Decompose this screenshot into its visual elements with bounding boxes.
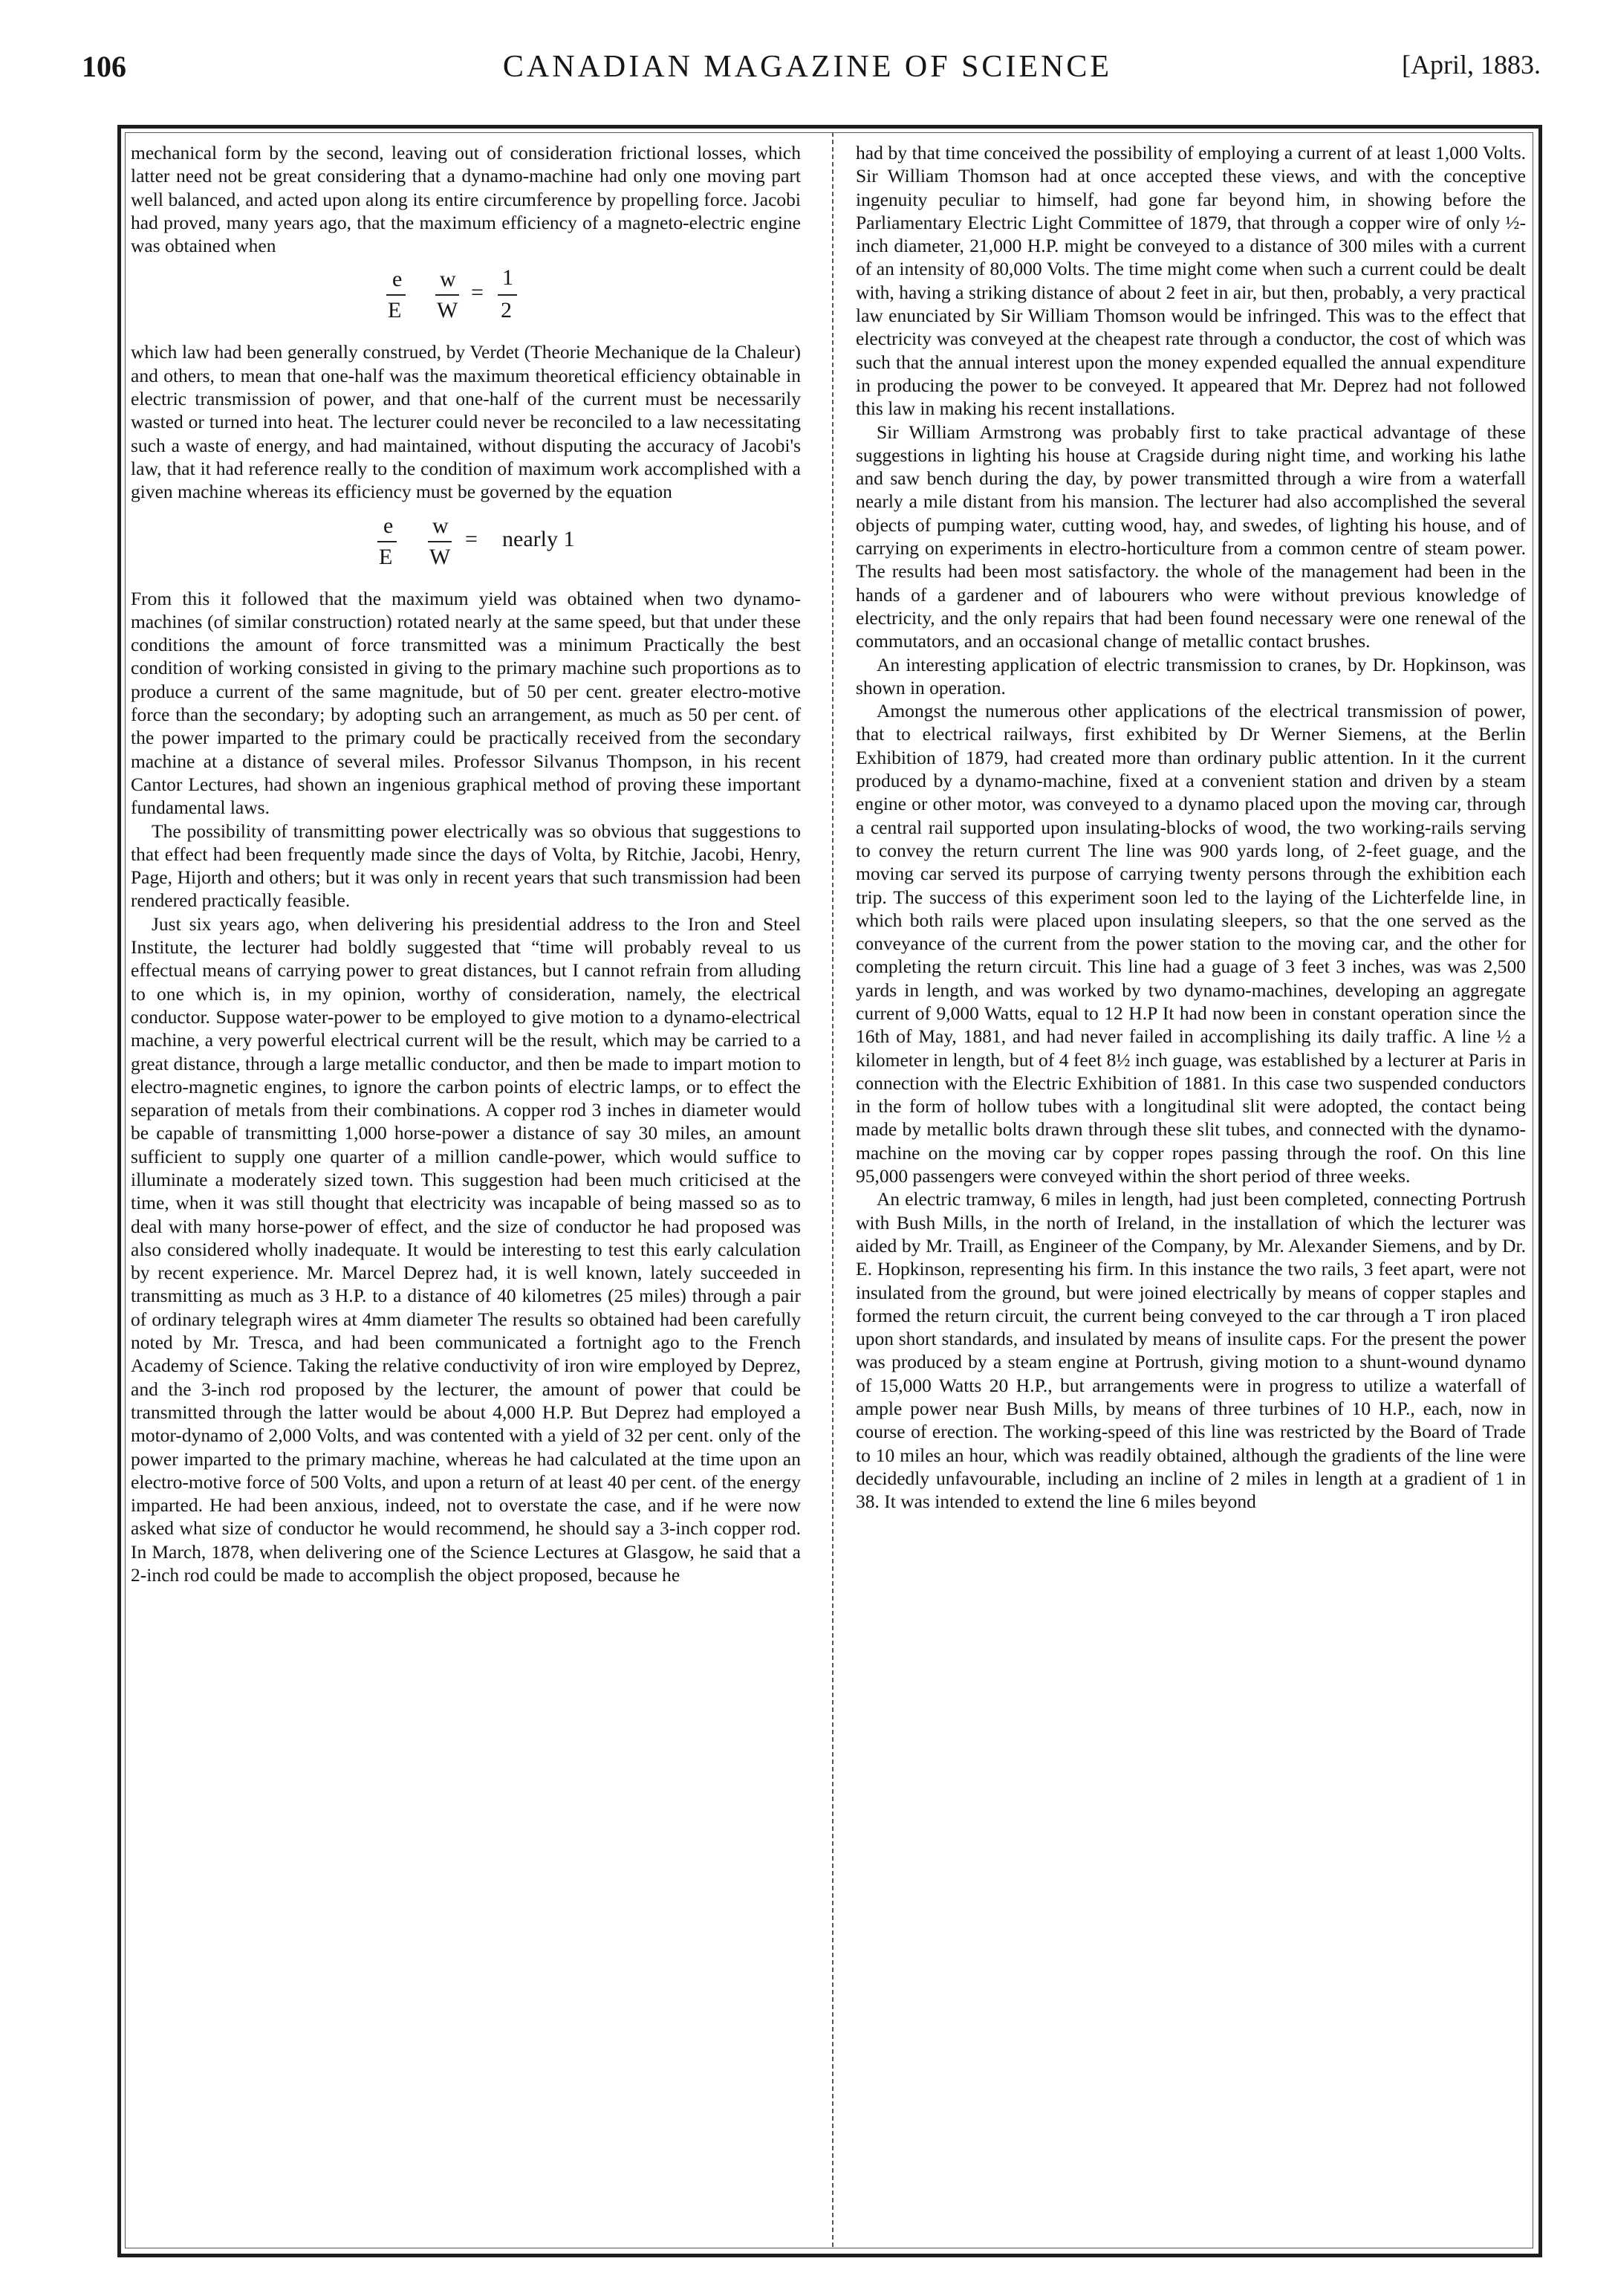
- eq-symbol: nearly 1: [502, 526, 575, 551]
- paragraph: The possibility of transmitting power electrically was so obvious that suggestions to that effect had been frequently made since the days of Volta, by Ritchie, Jacobi, Henry, Page, Hijorth and others; but it was only in recent years that such transmission had been rendered practically feasible.: [131, 820, 801, 912]
- eq-symbol: w: [432, 513, 449, 538]
- paragraph: An interesting application of electric transmission to cranes, by Dr. Hopkinson, was shown in operation.: [856, 653, 1526, 698]
- paragraph: Sir William Armstrong was probably first to take practical advantage of these suggestions in lighting his house at Cragside during night time, and working his lathe and saw bench during the day, by power transmitted through a wire from a waterfall nearly a mile distant from his mansion. The lecturer had also accomplished the several objects of pumping water, cutting wood, hay, and swedes, of lighting his house, and of carrying on experiments in electro-horticulture from a common centre of steam power. The results had been most satisfactory. the whole of the management had been in the hands of a gardener and of labourers who were without previous knowledge of electricity, and the only repairs that had been found necessary were one renewal of the commutators, and an occasional change of metallic contact brushes.: [856, 421, 1526, 652]
- fraction-bar: [428, 541, 452, 542]
- equation-efficiency: [131, 504, 801, 587]
- column-divider: [832, 132, 834, 2247]
- running-title: CANADIAN MAGAZINE OF SCIENCE: [502, 50, 1113, 84]
- eq-symbol: E: [388, 298, 402, 323]
- eq-symbol: 1: [502, 265, 513, 291]
- equation-jacobi-law: [131, 257, 801, 340]
- paragraph: An electric tramway, 6 miles in length, had just been completed, connecting Portrush with Bush Mills, in the north of Ireland, in the installation of which the lecturer was aided by Mr. Traill, as Engineer of the Company, by Mr. Alexander Siemens, and by Dr. E. Hopkinson, representing his firm. In this instance the two rails, 3 feet apart, were not insulated from the ground, but were joined electrically by means of copper staples and formed the return circuit, the current being conveyed to the car through a T iron placed upon short standards, and insulated by means of insulite caps. For the present the power was produced by a steam engine at Portrush, giving motion to a shunt-wound dynamo of 15,000 Watts 20 H.P., but arrangements were in progress to utilize a waterfall of ample power near Bush Mills, by means of three turbines of 10 H.P., each, now in course of erection. The working-speed of this line was restricted by the Board of Trade to 10 miles an hour, which was readily obtained, although the gradients of the line were decidedly unfavourable, including an incline of 2 miles in length at a gradient of 1 in 38. It was intended to extend the line 6 miles beyond: [856, 1188, 1526, 1513]
- paragraph: Amongst the numerous other applications of the electrical transmission of power, that to electrical railways, first exhibited by Dr Werner Siemens, at the Berlin Exhibition of 1879, had created more than ordinary public attention. In it the current produced by a dynamo-machine, fixed at a convenient station and driven by a steam engine or other motor, was conveyed to a dynamo placed upon the moving car, through a central rail supported upon insulating-blocks of wood, the two working-rails serving to convey the return current The line was 900 yards long, of 2-feet guage, and the moving car served its purpose of carrying twenty persons through the exhibition each trip. The success of this experiment soon led to the laying of the Lichterfelde line, in which both rails were placed upon insulating sleepers, so that the one served as the conveyance of the current from the power station to the moving car, and the other for completing the return circuit. This line had a guage of 3 feet 3 inches, was was 2,500 yards in length, and was worked by two dynamo-machines, developing an aggregate current of 9,000 Watts, equal to 12 H.P It had now been in constant operation since the 16th of May, 1881, and had never failed in accomplishing its daily traffic. A line ½ a kilometer in length, but of 4 feet 8½ inch guage, was established by a lecturer at Paris in connection with the Electric Exhibition of 1881. In this case two suspended conductors in the form of hollow tubes with a longitudinal slit were adopted, the contact being made by metallic bolts drawn through these slit tubes, and connected with the dynamo-machine on the moving car by copper ropes passing through the roof. On this line 95,000 passengers were conveyed within the short period of three weeks.: [856, 700, 1526, 1187]
- eq-symbol: =: [465, 526, 478, 551]
- eq-symbol: =: [471, 280, 484, 305]
- paragraph: had by that time conceived the possibility of employing a current of at least 1,000 Volts. Sir William Thomson had at once accepted these views, and with the conceptive ingenuity peculiar to himself, had gone far beyond him, in showing before the Parliamentary Electric Light Committee of 1879, that through a copper wire of only ½-inch diameter, 21,000 H.P. might be conveyed to a distance of 300 miles with a current of an intensity of 80,000 Volts. The time might come when such a current could be dealt with, having a striking distance of about 2 feet in air, but then, probably, a very practical law enunciated by Sir William Thomson would be infringed. This was to the effect that electricity was conveyed at the cheapest rate through a conductor, the cost of which was such that the annual interest upon the money expended equalled the annual expenditure in producing the power to be conveyed. It appeared that Mr. Deprez had not followed this law in making his recent installations.: [856, 142, 1526, 420]
- fraction-bar: [377, 541, 397, 542]
- page-number: 106: [82, 50, 126, 83]
- paragraph: mechanical form by the second, leaving out of consideration frictional losses, which latter need not be great considering that a dynamo-machine had only one moving part well balanced, and acted upon along its entire circumference by propelling force. Jacobi had proved, many years ago, that the maximum efficiency of a magneto-electric engine was obtained when: [131, 142, 801, 257]
- left-column: [131, 141, 801, 1586]
- fraction-bar: [435, 294, 459, 296]
- eq-symbol: W: [437, 298, 458, 323]
- fraction-bar: [386, 294, 406, 296]
- paragraph: which law had been generally construed, by Verdet (Theorie Mechanique de la Chaleur) and others, to mean that one-half was the maximum theoretical efficiency obtainable in electric transmission of power, and that one-half of the current must be necessarily wasted or turned into heat. The lecturer could never be reconciled to a law necessitating such a waste of energy, and had maintained, without disputing the accuracy of Jacobi's law, that it had reference really to the condition of maximum work accomplished with a given machine whereas its efficiency must be governed by the equation: [131, 341, 801, 503]
- eq-symbol: 2: [501, 298, 512, 323]
- paragraph: From this it followed that the maximum yield was obtained when two dynamo-machines (of similar construction) rotated nearly at the same speed, but that under these conditions the amount of force transmitted was a minimum Practically the best condition of working consisted in giving to the primary machine such proportions as to produce a current of the same magnitude, but of 50 per cent. greater electro-motive force than the secondary; by adopting such an arrangement, as much as 50 per cent. of the power imparted to the primary could be practically received from the secondary machine at a distance of several miles. Professor Silvanus Thompson, in his recent Cantor Lectures, had shown an ingenious graphical method of proving these important fundamental laws.: [131, 587, 801, 819]
- eq-symbol: e: [383, 513, 394, 538]
- issue-date: [April, 1883.: [1402, 50, 1541, 80]
- eq-symbol: e: [392, 267, 403, 292]
- eq-symbol: E: [379, 544, 393, 569]
- eq-symbol: W: [429, 544, 451, 569]
- eq-symbol: w: [440, 267, 456, 292]
- paragraph: Just six years ago, when delivering his presidential address to the Iron and Steel Institute, the lecturer had boldly suggested that “time will probably reveal to us effectual means of carrying power to great distances, but I cannot refrain from alluding to one which is, in my opinion, worthy of consideration, namely, the electrical conductor. Suppose water-power to be employed to give motion to a dynamo-electrical machine, a very powerful electrical current will be the result, which may be carried to a great distance, through a large metallic conductor, and then be made to impart motion to electro-magnetic engines, to ignore the carbon points of electric lamps, or to effect the separation of metals from their combinations. A copper rod 3 inches in diameter would be capable of transmitting 1,000 horse-power a distance of say 30 miles, an amount sufficient to supply one quarter of a million candle-power, which would suffice to illuminate a moderately sized town. This suggestion had been much criticised at the time, when it was still thought that electricity was incapable of being massed so as to deal with many horse-power of effect, and the size of conductor he had proposed was also considered wholly inadequate. It would be interesting to test this early calculation by recent experience. Mr. Marcel Deprez had, it is well known, lately succeeded in transmitting as much as 3 H.P. to a distance of 40 kilometres (25 miles) through a pair of ordinary telegraph wires at 4mm diameter The results so obtained had been carefully noted by Mr. Tresca, and had been communicated a fortnight ago to the French Academy of Science. Taking the relative conductivity of iron wire employed by Deprez, and the 3-inch rod proposed by the lecturer, the amount of power that could be transmitted through the latter would be about 4,000 H.P. But Deprez had employed a motor-dynamo of 2,000 Volts, and was contented with a yield of 32 per cent. only of the power imparted to the primary machine, whereas he had calculated at the time upon an electro-motive force of 500 Volts, and upon a return of at least 40 per cent. of the energy imparted. He had been anxious, indeed, not to overstate the case, and if he were now asked what size of conductor he would recommend, he should say a 3-inch copper rod. In March, 1878, when delivering one of the Science Lectures at Glasgow, he said that a 2-inch rod could be made to accomplish the object proposed, because he: [131, 912, 801, 1586]
- page-header: [74, 49, 1541, 108]
- fraction-bar: [498, 294, 517, 296]
- right-column: [856, 141, 1526, 1514]
